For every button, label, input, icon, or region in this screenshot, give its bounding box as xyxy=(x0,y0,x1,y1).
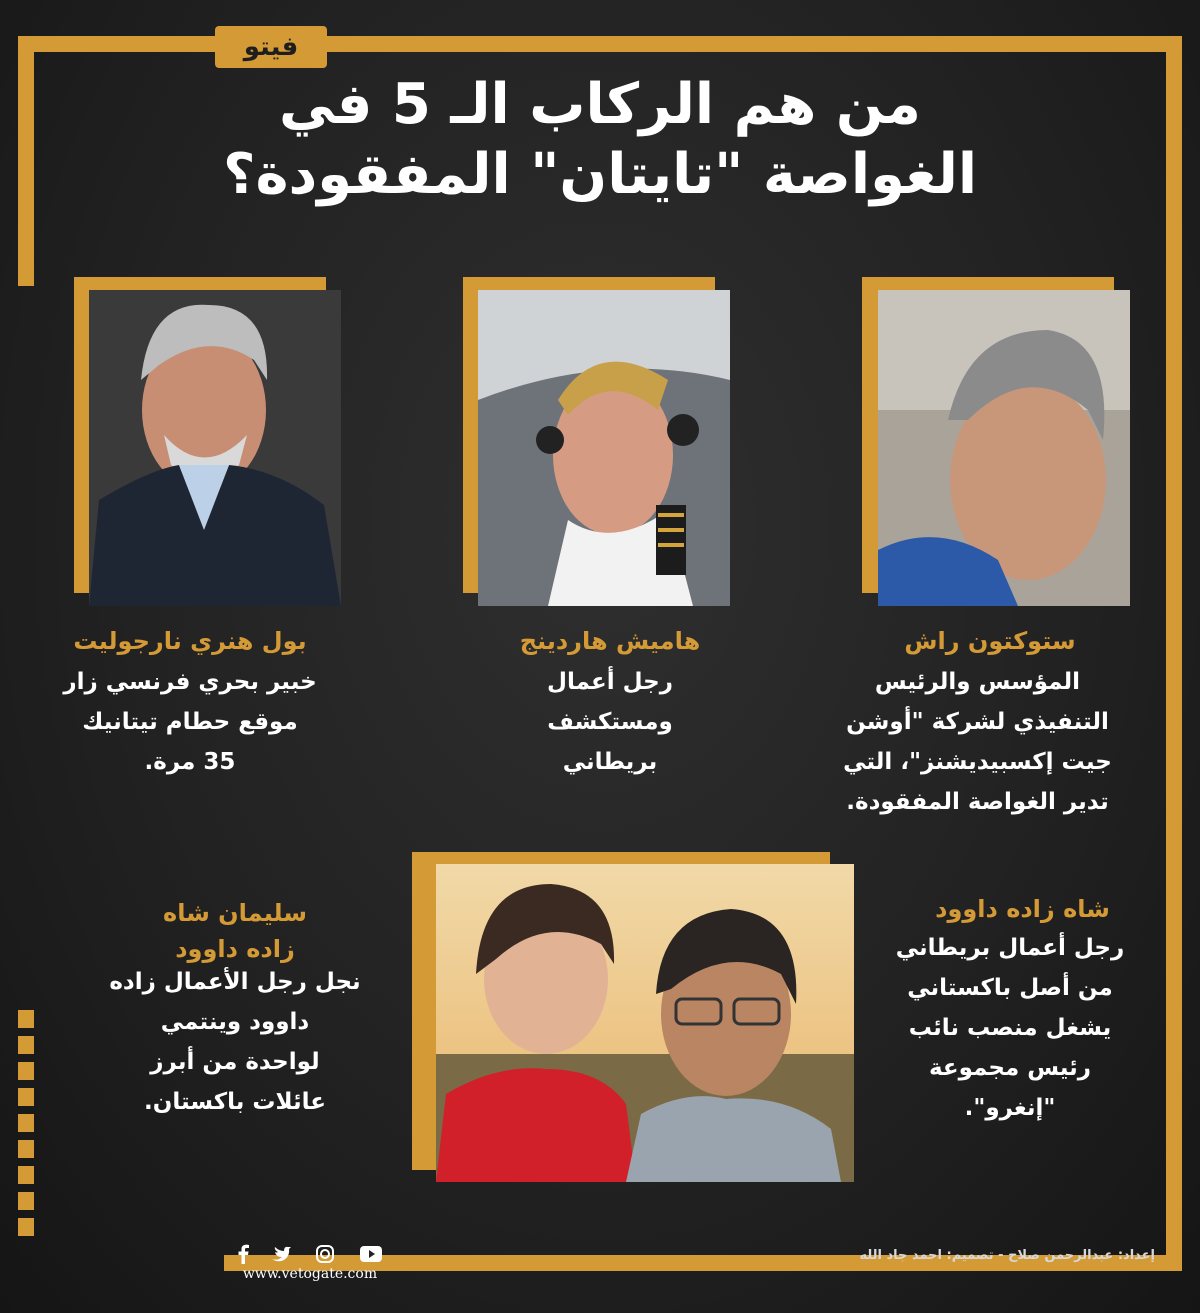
desc-line: بريطاني xyxy=(562,749,658,775)
footer-credit: إعداد: عبدالرحمن صلاح - تصميم: احمد جاد الله xyxy=(859,1248,1155,1263)
desc-line: داوود وينتمي xyxy=(160,1009,310,1035)
desc-line: "إنغرو". xyxy=(964,1095,1056,1121)
photo-stockton-rush xyxy=(878,290,1130,606)
desc-line: 35 مرة. xyxy=(144,749,236,775)
desc-line: التنفيذي لشركة "أوشن xyxy=(846,709,1109,735)
desc-line: المؤسس والرئيس xyxy=(874,669,1081,695)
title-line-2: الغواصة "تايتان" المفقودة؟ xyxy=(222,142,978,207)
name-line: زاده داوود xyxy=(175,935,295,963)
desc-line: موقع حطام تيتانيك xyxy=(82,709,298,735)
desc-line: رجل أعمال xyxy=(547,669,673,695)
page-title xyxy=(200,70,1000,210)
youtube-icon[interactable] xyxy=(360,1243,382,1265)
desc-paul-henri-nargeolet xyxy=(40,662,340,782)
name-paul-henri-nargeolet: بول هنري نارجوليت xyxy=(73,627,307,655)
photo-paul-henri-nargeolet xyxy=(89,290,341,606)
title-line-1: من هم الركاب الـ 5 في xyxy=(279,72,921,137)
name-hamish-harding: هاميش هاردينج xyxy=(519,627,701,655)
name-line: سليمان شاه xyxy=(163,899,307,927)
desc-line: من أصل باكستاني xyxy=(907,975,1113,1001)
desc-shahzada-dawood xyxy=(860,928,1160,1128)
desc-hamish-harding xyxy=(470,662,750,782)
desc-line: تدير الغواصة المفقودة. xyxy=(846,789,1109,815)
desc-line: نجل رجل الأعمال زاده xyxy=(109,969,361,995)
name-shahzada-dawood: شاه زاده داوود xyxy=(935,895,1110,923)
brand-logo-text: فيتو xyxy=(243,32,299,62)
desc-suleman-dawood xyxy=(80,962,390,1122)
desc-line: رجل أعمال بريطاني xyxy=(895,935,1125,961)
photo-dawood-father-son xyxy=(436,864,854,1182)
frame-left-bar xyxy=(18,36,34,286)
frame-top-bar xyxy=(18,36,1180,52)
instagram-icon[interactable] xyxy=(314,1243,336,1265)
desc-line: جيت إكسبيديشنز"، التي xyxy=(843,749,1112,775)
desc-line: عائلات باكستان. xyxy=(143,1089,326,1115)
twitter-icon[interactable] xyxy=(271,1243,293,1265)
photo-hamish-harding xyxy=(478,290,730,606)
name-suleman-dawood xyxy=(90,895,380,967)
frame-left-dashes xyxy=(18,1010,34,1240)
facebook-icon[interactable] xyxy=(232,1243,254,1265)
desc-line: لواحدة من أبرز xyxy=(150,1049,320,1075)
frame-right-bar xyxy=(1166,36,1182,1271)
desc-stockton-rush xyxy=(800,662,1155,822)
desc-line: ومستكشف xyxy=(547,709,673,735)
name-stockton-rush: ستوكتون راش xyxy=(904,627,1076,655)
website-link[interactable]: www.vetogate.com xyxy=(242,1266,378,1282)
desc-line: رئيس مجموعة xyxy=(928,1055,1092,1081)
desc-line: يشغل منصب نائب xyxy=(908,1015,1112,1041)
brand-logo xyxy=(215,26,327,68)
desc-line: خبير بحري فرنسي زار xyxy=(63,669,317,695)
